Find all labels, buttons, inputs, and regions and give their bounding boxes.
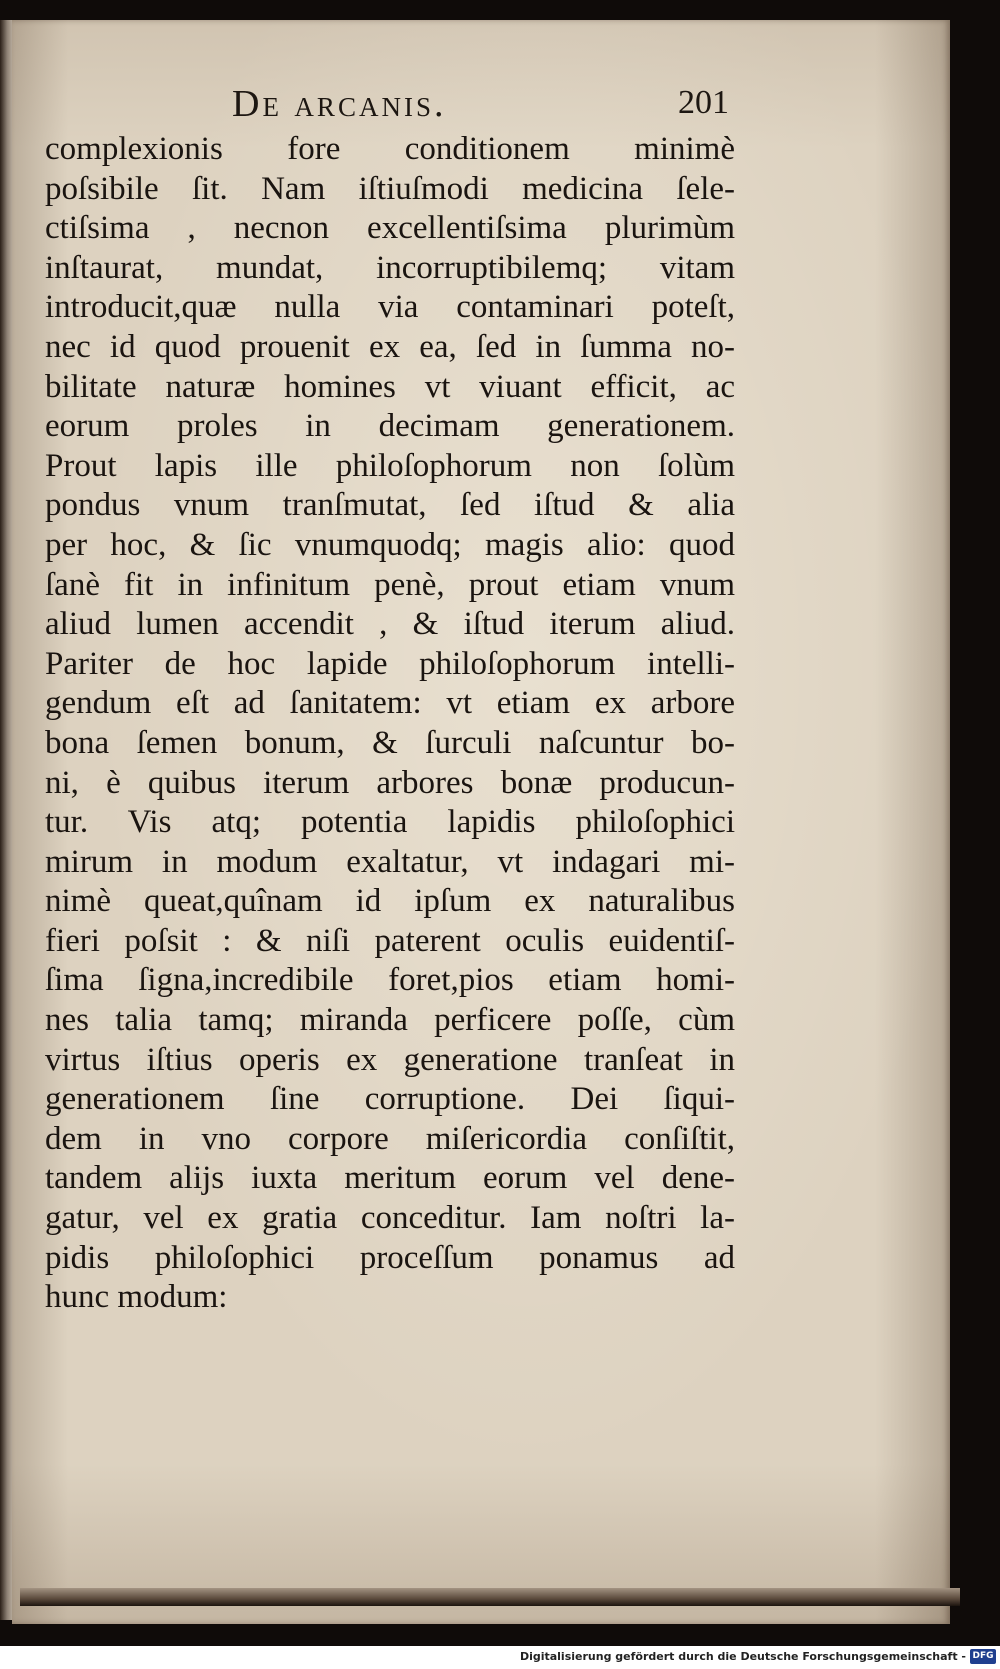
text-line: dem in vno corpore miſericordia conſiſtit, xyxy=(45,1120,735,1157)
text-line: poſsibile ſit. Nam iſtiuſmodi medicina ſele- xyxy=(45,170,735,207)
text-line: pidis philoſophici proceſſum ponamus ad xyxy=(45,1239,735,1276)
text-line: ctiſsima , necnon excellentiſsima plurimùm xyxy=(45,210,735,247)
text-line: introducit,quæ nulla via contaminari poteſt, xyxy=(45,289,735,326)
text-line: Prout lapis ille philoſophorum non ſolùm xyxy=(45,447,735,484)
text-line: hunc modum: xyxy=(45,1279,228,1316)
running-head: De arcanis. xyxy=(232,83,447,125)
text-line: ſanè fit in infinitum penè, prout etiam vnum xyxy=(45,566,735,603)
text-line: gendum eſt ad ſanitatem: vt etiam ex arbore xyxy=(45,685,735,722)
text-line: inſtaurat, mundat, incorruptibilemq; vitam xyxy=(45,249,735,286)
text-line: tandem alijs iuxta meritum eorum vel dene- xyxy=(45,1160,735,1197)
text-line: ſima ſigna,incredibile foret,pios etiam homi- xyxy=(45,962,735,999)
page-number: 201 xyxy=(678,84,729,121)
text-line: virtus iſtius operis ex generatione tranſeat in xyxy=(45,1041,735,1078)
page-bottom-edge xyxy=(20,1588,960,1606)
text-line: pondus vnum tranſmutat, ſed iſtud & alia xyxy=(45,487,735,524)
text-line: per hoc, & ſic vnumquodq; magis alio: quod xyxy=(45,526,735,563)
text-line: gatur, vel ex gratia conceditur. Iam noſtri la- xyxy=(45,1200,735,1237)
funding-credit: Digitalisierung gefördert durch die Deutsche Forschungsgemeinschaft - xyxy=(519,1650,966,1663)
text-line: eorum proles in decimam generationem. xyxy=(45,408,735,445)
text-line: ni, è quibus iterum arbores bonæ producun- xyxy=(45,764,735,801)
text-line: Pariter de hoc lapide philoſophorum intelli- xyxy=(45,645,735,682)
text-line: mirum in modum exaltatur, vt indagari mi- xyxy=(45,843,735,880)
text-line: nec id quod prouenit ex ea, ſed in ſumma no- xyxy=(45,328,735,365)
text-line: nimè queat,quînam id ipſum ex naturalibus xyxy=(45,883,735,920)
text-line: fieri poſsit : & niſi paterent oculis euidentiſ- xyxy=(45,922,735,959)
text-line: nes talia tamq; miranda perficere poſſe, cùm xyxy=(45,1002,735,1039)
dfg-logo-icon: DFG xyxy=(970,1649,996,1664)
text-line: bona ſemen bonum, & ſurculi naſcuntur bo- xyxy=(45,724,735,761)
text-line: generationem ſine corruptione. Dei ſiqui- xyxy=(45,1081,735,1118)
text-line: bilitate naturæ homines vt viuant efficit, ac xyxy=(45,368,735,405)
body-text xyxy=(45,130,735,1318)
text-line: complexionis fore conditionem minimè xyxy=(45,131,735,167)
text-line: aliud lumen accendit , & iſtud iterum aliud. xyxy=(45,606,735,643)
text-line: tur. Vis atq; potentia lapidis philoſophici xyxy=(45,804,735,841)
